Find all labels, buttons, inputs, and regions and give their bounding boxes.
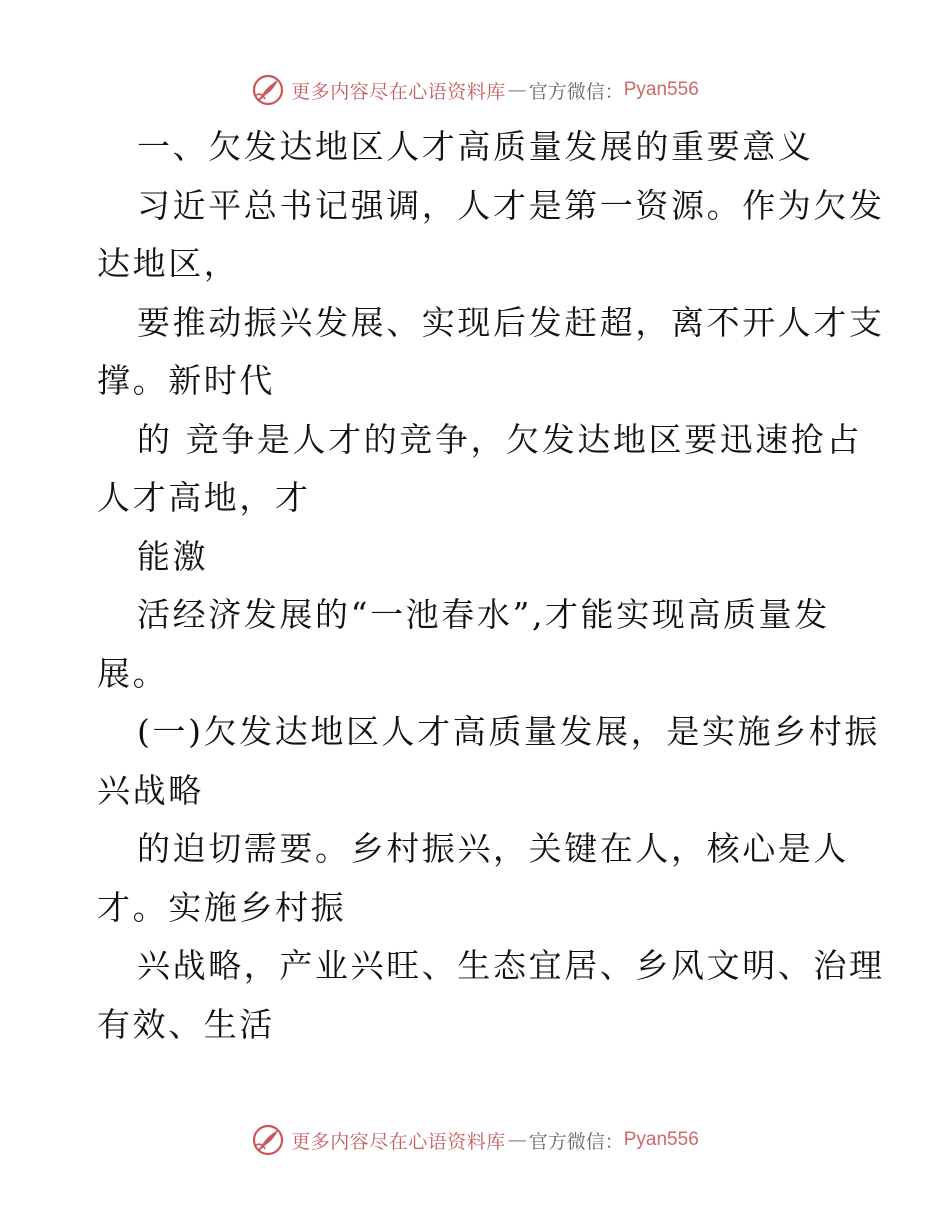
banner-separator: —	[507, 79, 527, 101]
text-line: 有效、生活	[97, 1004, 275, 1044]
text-line: (一)欠发达地区人才高质量发展，是实施乡村振	[137, 712, 880, 751]
text-line: 的 竞争是人才的竞争，欠发达地区要迅速抢占	[137, 419, 863, 459]
banner-separator: —	[507, 1129, 527, 1151]
banner-wechat-label: 官方微信：	[528, 80, 624, 103]
header-banner	[0, 70, 950, 110]
text-line: 活经济发展的“一池春水”,才能实现高质量发	[137, 595, 830, 634]
text-line: 能激	[137, 536, 209, 576]
footer-banner	[0, 1120, 950, 1160]
text-line: 习近平总书记强调，人才是第一资源。作为欠发	[137, 185, 885, 225]
text-line: 要推动振兴发展、实现后发赶超，离不开人才支	[137, 302, 885, 342]
text-line: 达地区，	[97, 244, 240, 283]
text-line: 兴战略	[97, 770, 204, 810]
text-line: 一、欠发达地区人才高质量发展的重要意义	[137, 127, 814, 166]
quill-pen-logo-icon	[251, 1123, 285, 1157]
text-line: 展。	[97, 653, 169, 693]
banner-wechat-id: Pyan556	[623, 79, 699, 100]
text-line: 兴战略，产业兴旺、生态宜居、乡风文明、治理	[137, 946, 885, 985]
banner-wechat-label: 官方微信：	[528, 1130, 624, 1153]
banner-wechat-id: Pyan556	[623, 1129, 699, 1150]
text-line: 撑。新时代	[97, 361, 275, 400]
document-body	[97, 118, 885, 1054]
text-line: 人才高地，才	[97, 478, 311, 517]
quill-pen-logo-icon	[251, 73, 285, 107]
text-line: 的迫切需要。乡村振兴，关键在人，核心是人	[137, 829, 849, 868]
text-line: 才。实施乡村振	[97, 887, 347, 927]
banner-text: 更多内容尽在心语资料库	[291, 1130, 506, 1153]
banner-text: 更多内容尽在心语资料库	[291, 80, 506, 103]
